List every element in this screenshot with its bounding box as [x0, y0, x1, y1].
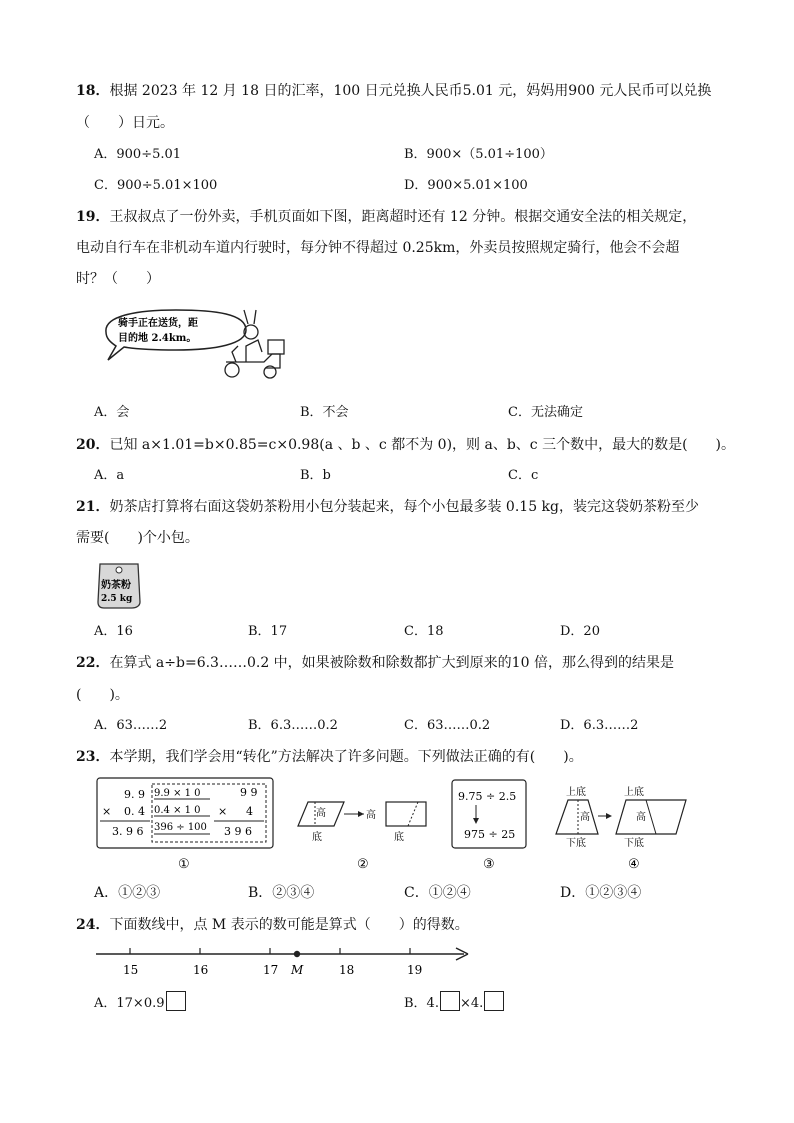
q22-option-c[interactable]: C．63……0.2 [404, 718, 491, 733]
q21-option-a[interactable]: A．16 [94, 624, 133, 639]
q23-number: 23． [76, 749, 110, 765]
q23-option-b[interactable]: B．②③④ [248, 885, 315, 901]
svg-text:9.9 × 1 0: 9.9 × 1 0 [154, 788, 201, 799]
svg-text:上底: 上底 [566, 787, 586, 798]
q22-text: 在算式 a÷b=6.3……0.2 中，如果被除数和除数都扩大到原来的10 倍，那么得到的结果是 [109, 655, 674, 671]
svg-text:396 ÷ 100: 396 ÷ 100 [154, 822, 207, 833]
figure-4-trapezoid-to-parallelogram [556, 785, 686, 872]
bubble-text-2: 目的地 2.4km。 [118, 333, 197, 344]
q18-line2: （ ）日元。 [76, 115, 174, 131]
svg-text:4: 4 [246, 805, 253, 818]
q18-option-d[interactable]: D．900×5.01×100 [404, 178, 528, 193]
svg-text:19: 19 [407, 963, 423, 977]
figure-1-decimal-multiplication [97, 778, 273, 872]
q22-line1 [76, 653, 674, 673]
q18-number: 18． [76, 83, 110, 99]
q21-line2: 需要( )个小包。 [76, 530, 199, 546]
svg-text:下底: 下底 [566, 838, 586, 849]
q19-number: 19． [76, 209, 110, 225]
q21-number: 21． [76, 499, 110, 515]
q19-text: 王叔叔点了一份外卖，手机页面如下图，距离超时还有 12 分钟。根据交通安全法的相关规定， [109, 209, 697, 225]
svg-text:下底: 下底 [624, 838, 644, 849]
number-line [94, 940, 474, 980]
q21-text: 奶茶店打算将右面这袋奶茶粉用小包分装起来，每个小包最多装 0.15 kg，装完这袋奶茶粉至少 [109, 499, 699, 515]
q23-line1 [76, 747, 583, 767]
svg-text:③: ③ [483, 857, 495, 872]
svg-text:9.75 ÷ 2.5: 9.75 ÷ 2.5 [458, 790, 517, 803]
q21-option-b[interactable]: B．17 [248, 624, 288, 639]
q19-option-b[interactable]: B．不会 [300, 405, 349, 420]
q22-option-b[interactable]: B．6.3……0.2 [248, 718, 338, 733]
figure-3-decimal-division [452, 780, 526, 872]
q24-option-a-text: A．17×0.9 [94, 996, 165, 1011]
svg-text:M: M [291, 963, 304, 977]
q23-text: 本学期，我们学会用“转化”方法解决了许多问题。下列做法正确的有( )。 [109, 749, 583, 765]
q20-number: 20． [76, 437, 110, 453]
q24-option-a[interactable] [94, 991, 186, 1014]
q22-line2: ( )。 [76, 687, 129, 703]
svg-text:3 9 6: 3 9 6 [224, 825, 252, 838]
svg-text:高: 高 [580, 812, 590, 823]
svg-text:④: ④ [628, 857, 640, 872]
q19-line1 [76, 207, 696, 227]
svg-text:底: 底 [394, 832, 404, 843]
svg-text:高: 高 [366, 810, 376, 821]
q18-text: 根据 2023 年 12 月 18 日的汇率，100 日元兑换人民币5.01 元，妈妈用900 元人民币可以兑换 [109, 83, 712, 99]
svg-text:高: 高 [636, 812, 646, 823]
svg-text:②: ② [357, 857, 369, 872]
q19-option-c[interactable]: C．无法确定 [508, 405, 583, 420]
q22-number: 22． [76, 655, 110, 671]
bag-label-weight: 2.5 kg [101, 594, 133, 604]
svg-text:0. 4: 0. 4 [124, 805, 145, 818]
q18-option-b[interactable]: B．900×（5.01÷100） [404, 147, 553, 162]
bubble-text-1: 骑手正在送货，距 [118, 318, 198, 329]
q20-option-a[interactable]: A．a [94, 468, 125, 483]
svg-text:3. 9 6: 3. 9 6 [112, 825, 144, 838]
q19-line2: 电动自行车在非机动车道内行驶时，每分钟不得超过 0.25km，外卖员按照规定骑行，他会不会超 [76, 240, 680, 256]
point-m [294, 951, 300, 957]
q19-line3: 时？（ ） [76, 271, 160, 287]
q22-option-d[interactable]: D．6.3……2 [560, 718, 639, 733]
q19-option-a[interactable]: A．会 [94, 405, 130, 420]
svg-text:高: 高 [316, 808, 326, 819]
q24-option-b-text-2: ×4. [459, 996, 484, 1011]
bag-label-name: 奶茶粉 [101, 580, 131, 591]
svg-text:①: ① [178, 857, 190, 872]
svg-text:9. 9: 9. 9 [124, 788, 145, 801]
svg-text:975 ÷ 25: 975 ÷ 25 [464, 828, 516, 841]
svg-text:×: × [102, 805, 112, 818]
q20-text: 已知 a×1.01=b×0.85=c×0.98(a 、b 、c 都不为 0)，则 a、b、c 三个数中，最大的数是( )。 [109, 437, 736, 453]
svg-text:16: 16 [193, 963, 209, 977]
svg-text:15: 15 [123, 963, 139, 977]
q21-option-c[interactable]: C．18 [404, 624, 444, 639]
q23-option-d[interactable]: D．①②③④ [560, 885, 642, 901]
q24-option-b[interactable] [404, 991, 504, 1014]
q23-figures [94, 776, 694, 876]
answer-box[interactable] [440, 991, 460, 1011]
q18-option-a[interactable]: A．900÷5.01 [94, 147, 182, 162]
q24-line1 [76, 915, 469, 935]
answer-box[interactable] [484, 991, 504, 1011]
svg-text:底: 底 [312, 832, 322, 843]
answer-box[interactable] [166, 991, 186, 1011]
q23-option-a[interactable]: A．①②③ [94, 885, 161, 901]
svg-text:18: 18 [339, 963, 355, 977]
q20-option-b[interactable]: B．b [300, 468, 331, 483]
q24-number: 24． [76, 917, 110, 933]
figure-2-parallelogram-to-rectangle [298, 802, 426, 872]
svg-text:上底: 上底 [624, 787, 644, 798]
q21-line1 [76, 497, 699, 517]
svg-text:0.4 × 1 0: 0.4 × 1 0 [154, 805, 201, 816]
svg-text:9 9: 9 9 [240, 786, 258, 799]
svg-text:17: 17 [263, 963, 279, 977]
q20-option-c[interactable]: C．c [508, 468, 539, 483]
q23-option-c[interactable]: C．①②④ [404, 885, 471, 901]
q24-option-b-text-1: B．4. [404, 996, 439, 1011]
delivery-rider-illustration [96, 302, 296, 384]
q24-text: 下面数线中，点 M 表示的数可能是算式（ ）的得数。 [109, 917, 469, 933]
svg-text:×: × [218, 805, 228, 818]
q21-option-d[interactable]: D．20 [560, 624, 600, 639]
q18-line1 [76, 81, 711, 101]
milk-tea-powder-bag [94, 558, 146, 610]
q18-option-c[interactable]: C．900÷5.01×100 [94, 178, 218, 193]
q22-option-a[interactable]: A．63……2 [94, 718, 168, 733]
q20-line1 [76, 435, 735, 455]
